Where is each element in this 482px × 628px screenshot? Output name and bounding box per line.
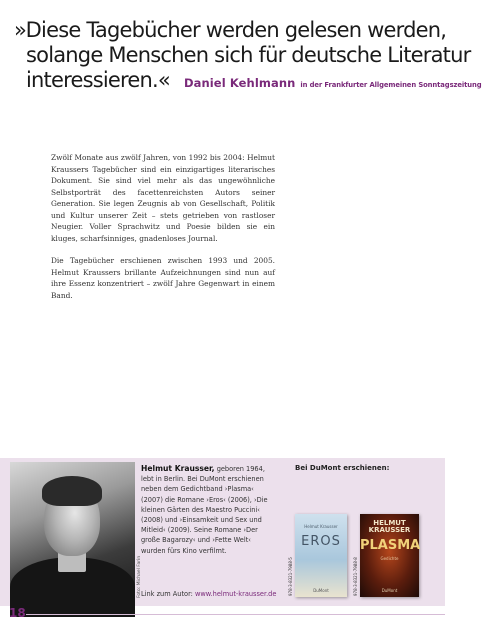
book-publisher: DuMont [381,588,398,593]
book-cover-plasma[interactable] [360,514,419,597]
quote-line-2: solange Menschen sich für deutsche Literatur [26,43,471,67]
dumont-heading: Bei DuMont erschienen: [295,464,390,472]
author-link-url[interactable]: www.helmut-krausser.de [195,590,277,598]
quote-line-1: »Diese Tagebücher werden gelesen werden, [14,18,447,42]
book-publisher: DuMont [313,588,329,593]
author-link [141,590,276,598]
author-bio-text: geboren 1964, lebt in Berlin. Bei DuMont erschienen neben dem Gedichtband ›Plasma‹ (2007) die Romane ›Eros‹ (2006), ›Die kleinen Gärten des Maestro Puccini‹ (2008) und ›Einsamkeit und Sex und Mitleid‹ (2009). Seine Romane ›Der große Bagarozy‹ und ›Fette Welt‹ wurden fürs Kino verfilmt. [141,465,268,555]
quote-source: in der Frankfurter Allgemeinen Sonntagszeitung [300,81,482,89]
book-author: Helmut Krausser [304,524,338,529]
book-cover-eros[interactable] [295,514,347,597]
page-footer-rule [26,614,445,615]
quote-line-3-text: interessieren.« [26,68,170,92]
body-paragraph-2: Die Tagebücher erschienen zwischen 1993 und 2005. Helmut Kraussers brillante Aufzeichnungen sind nun auf ihre Essenz konzentriert – zwölf Jahre Gegenwart in einem Band. [51,256,275,300]
book-title: EROS [301,534,341,549]
author-photo [10,462,135,599]
book-isbn-2: 978-3-8321-7988-8 [353,557,358,596]
book-author: HELMUT KRAUSSER [368,519,411,534]
page-number: 18 [9,606,26,620]
author-link-label: Link zum Autor: [141,590,193,598]
quote-author: Daniel Kehlmann [183,76,296,90]
book-isbn-1: 978-3-8321-7988-5 [288,557,293,596]
photo-credit: Foto: Michael Farin [137,555,142,598]
body-paragraph-1: Zwölf Monate aus zwölf Jahren, von 1992 bis 2004: Helmut Kraussers Tagebücher sind ein einzigartiges literarisches Dokument. Sie sind viel mehr als das ungewöhnliche Selbstporträt des facettenreichsten Autors seiner Generation. Sie legen Zeugnis ab von Gesellschaft, Politik und Kultur unserer Zeit – stets getrieben von rastloser Neugier. Voller Sprachwitz und Poesie bilden sie ein kluges, scharfsinniges, gnadenloses Journal. [51,153,275,243]
book-title: PLASMA [360,538,421,553]
author-bio [141,464,275,556]
pull-quote [14,18,482,98]
author-name: Helmut Krausser, [141,464,215,473]
book-subtitle: Gedichte [380,556,399,561]
body-text [51,152,275,312]
quote-line-3 [14,68,482,98]
photo-hair [42,476,102,506]
